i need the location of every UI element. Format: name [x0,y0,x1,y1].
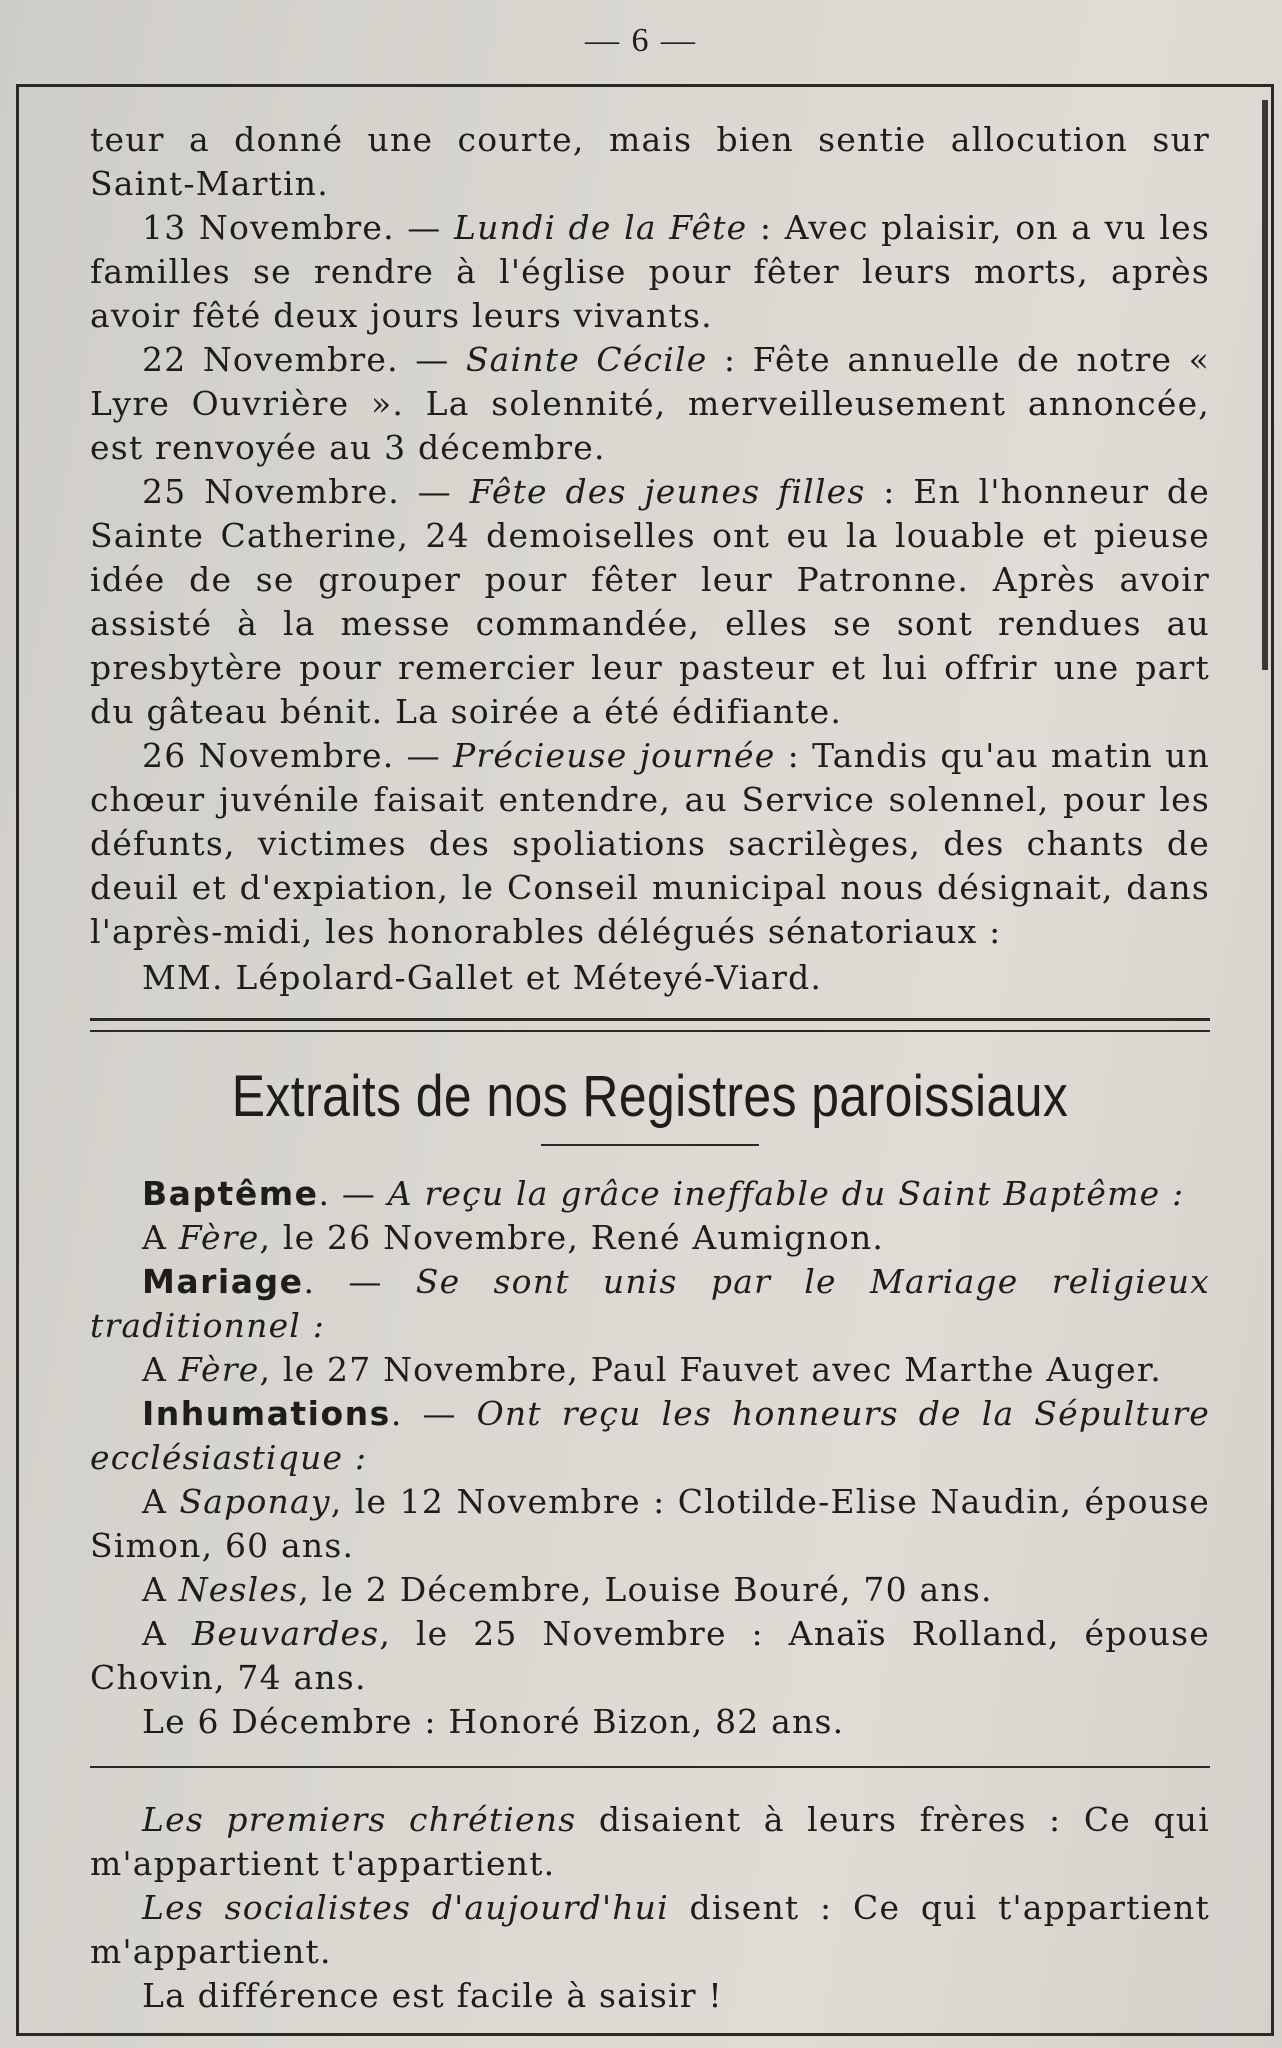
place-name: Beuvardes [191,1614,380,1653]
chronicle-entry [90,338,1210,470]
register-entry: A Fère, le 26 Novembre, René Aumignon. [142,1218,885,1257]
chronicle-entry [90,734,1210,954]
section-title: Extraits de nos Registres paroissiaux [231,1064,1069,1129]
place-name: Nesles [178,1570,299,1609]
register-entry: A Fère, le 27 Novembre, Paul Fauvet avec Marthe Auger. [142,1350,1162,1389]
entry-date: 22 Novembre. — [142,340,450,379]
note-line: La différence est facile à saisir ! [142,1976,723,2015]
place-name: Fère [178,1350,260,1389]
entry-date: 13 Novembre. — [142,208,442,247]
register-intro: Se sont unis par le Mariage religieux traditionnel : [90,1262,1210,1345]
register-label: Inhumations [142,1394,391,1433]
entry-text: : Fête annuelle de notre « Lyre Ouvrière ». La solennité, merveilleusement annoncée, est renvoyée au 3 décembre. [90,340,1210,467]
register-heading-mariage: Mariage. — Se sont unis par le Mariage religieux traditionnel : [90,1262,1210,1345]
register-entry: A Beuvardes, le 25 Novembre : Anaïs Rolland, épouse Chovin, 74 ans. [90,1614,1210,1697]
chronicle-entry [90,206,1210,338]
place-name: Fère [178,1218,260,1257]
closing-note [90,1798,1210,2018]
register-entry: Le 6 Décembre : Honoré Bizon, 82 ans. [142,1702,845,1741]
chronicle-entry [90,470,1210,734]
frame-edge-shadow [1262,100,1268,670]
chronicle-continuation: teur a donné une courte, mais bien sentie allocution sur Saint-Martin. [90,120,1210,203]
register-label: Mariage [142,1262,304,1301]
entry-text: : En l'honneur de Sainte Catherine, 24 demoiselles ont eu la louable et pieuse idée de se grouper pour fêter leur Patronne. Après avoir assisté à la messe commandée, elles se sont rendues au presbytère pour remercier leur pasteur et lui offrir une part du gâteau bénit. La soirée a été édifiante. [90,472,1210,731]
entry-title: Lundi de la Fête [453,208,748,247]
entry-text: : Tandis qu'au matin un chœur juvénile faisait entendre, au Service solennel, pour les défunts, victimes des spoliations sacrilèges, des chants de deuil et d'expiation, le Conseil municipal nous désignait, dans l'après-midi, les honorables délégués sénatoriaux : [90,736,1211,951]
note-line: Les socialistes d'aujourd'hui disent : Ce qui t'appartient m'appartient. [90,1888,1210,1971]
page-content [90,118,1210,2018]
title-underline [541,1144,759,1146]
place-name: Saponay [179,1482,331,1521]
entry-text: : Avec plaisir, on a vu les familles se rendre à l'église pour fêter leurs morts, après avoir fêté deux jours leurs vivants. [90,208,1210,335]
entry-title: Fête des jeunes filles [469,472,866,511]
register-heading-bapteme: Baptême. — A reçu la grâce ineffable du Saint Baptême : [142,1174,1185,1213]
note-line: Les premiers chrétiens disaient à leurs frères : Ce qui m'appartient t'appartient. [90,1800,1210,1883]
page-number: — 6 — [585,22,697,59]
single-rule-divider [90,1766,1210,1768]
register-intro: A reçu la grâce ineffable du Saint Baptême : [387,1174,1185,1213]
entry-title: Précieuse journée [452,736,776,775]
register-entry: A Nesles, le 2 Décembre, Louise Bouré, 70 ans. [142,1570,993,1609]
entry-date: 26 Novembre. — [142,736,441,775]
register-entry: A Saponay, le 12 Novembre : Clotilde-Elise Naudin, épouse Simon, 60 ans. [90,1482,1210,1565]
double-rule-divider [90,1018,1210,1032]
delegates-names: MM. Lépolard-Gallet et Méteyé-Viard. [142,958,823,997]
register-intro: Ont reçu les honneurs de la Sépulture ecclésiastique : [90,1394,1210,1477]
register-heading-inhumations: Inhumations. — Ont reçu les honneurs de la Sépulture ecclésiastique : [90,1394,1210,1477]
register-label: Baptême [142,1174,319,1213]
entry-date: 25 Novembre. — [142,472,452,511]
entry-title: Sainte Cécile [465,340,708,379]
